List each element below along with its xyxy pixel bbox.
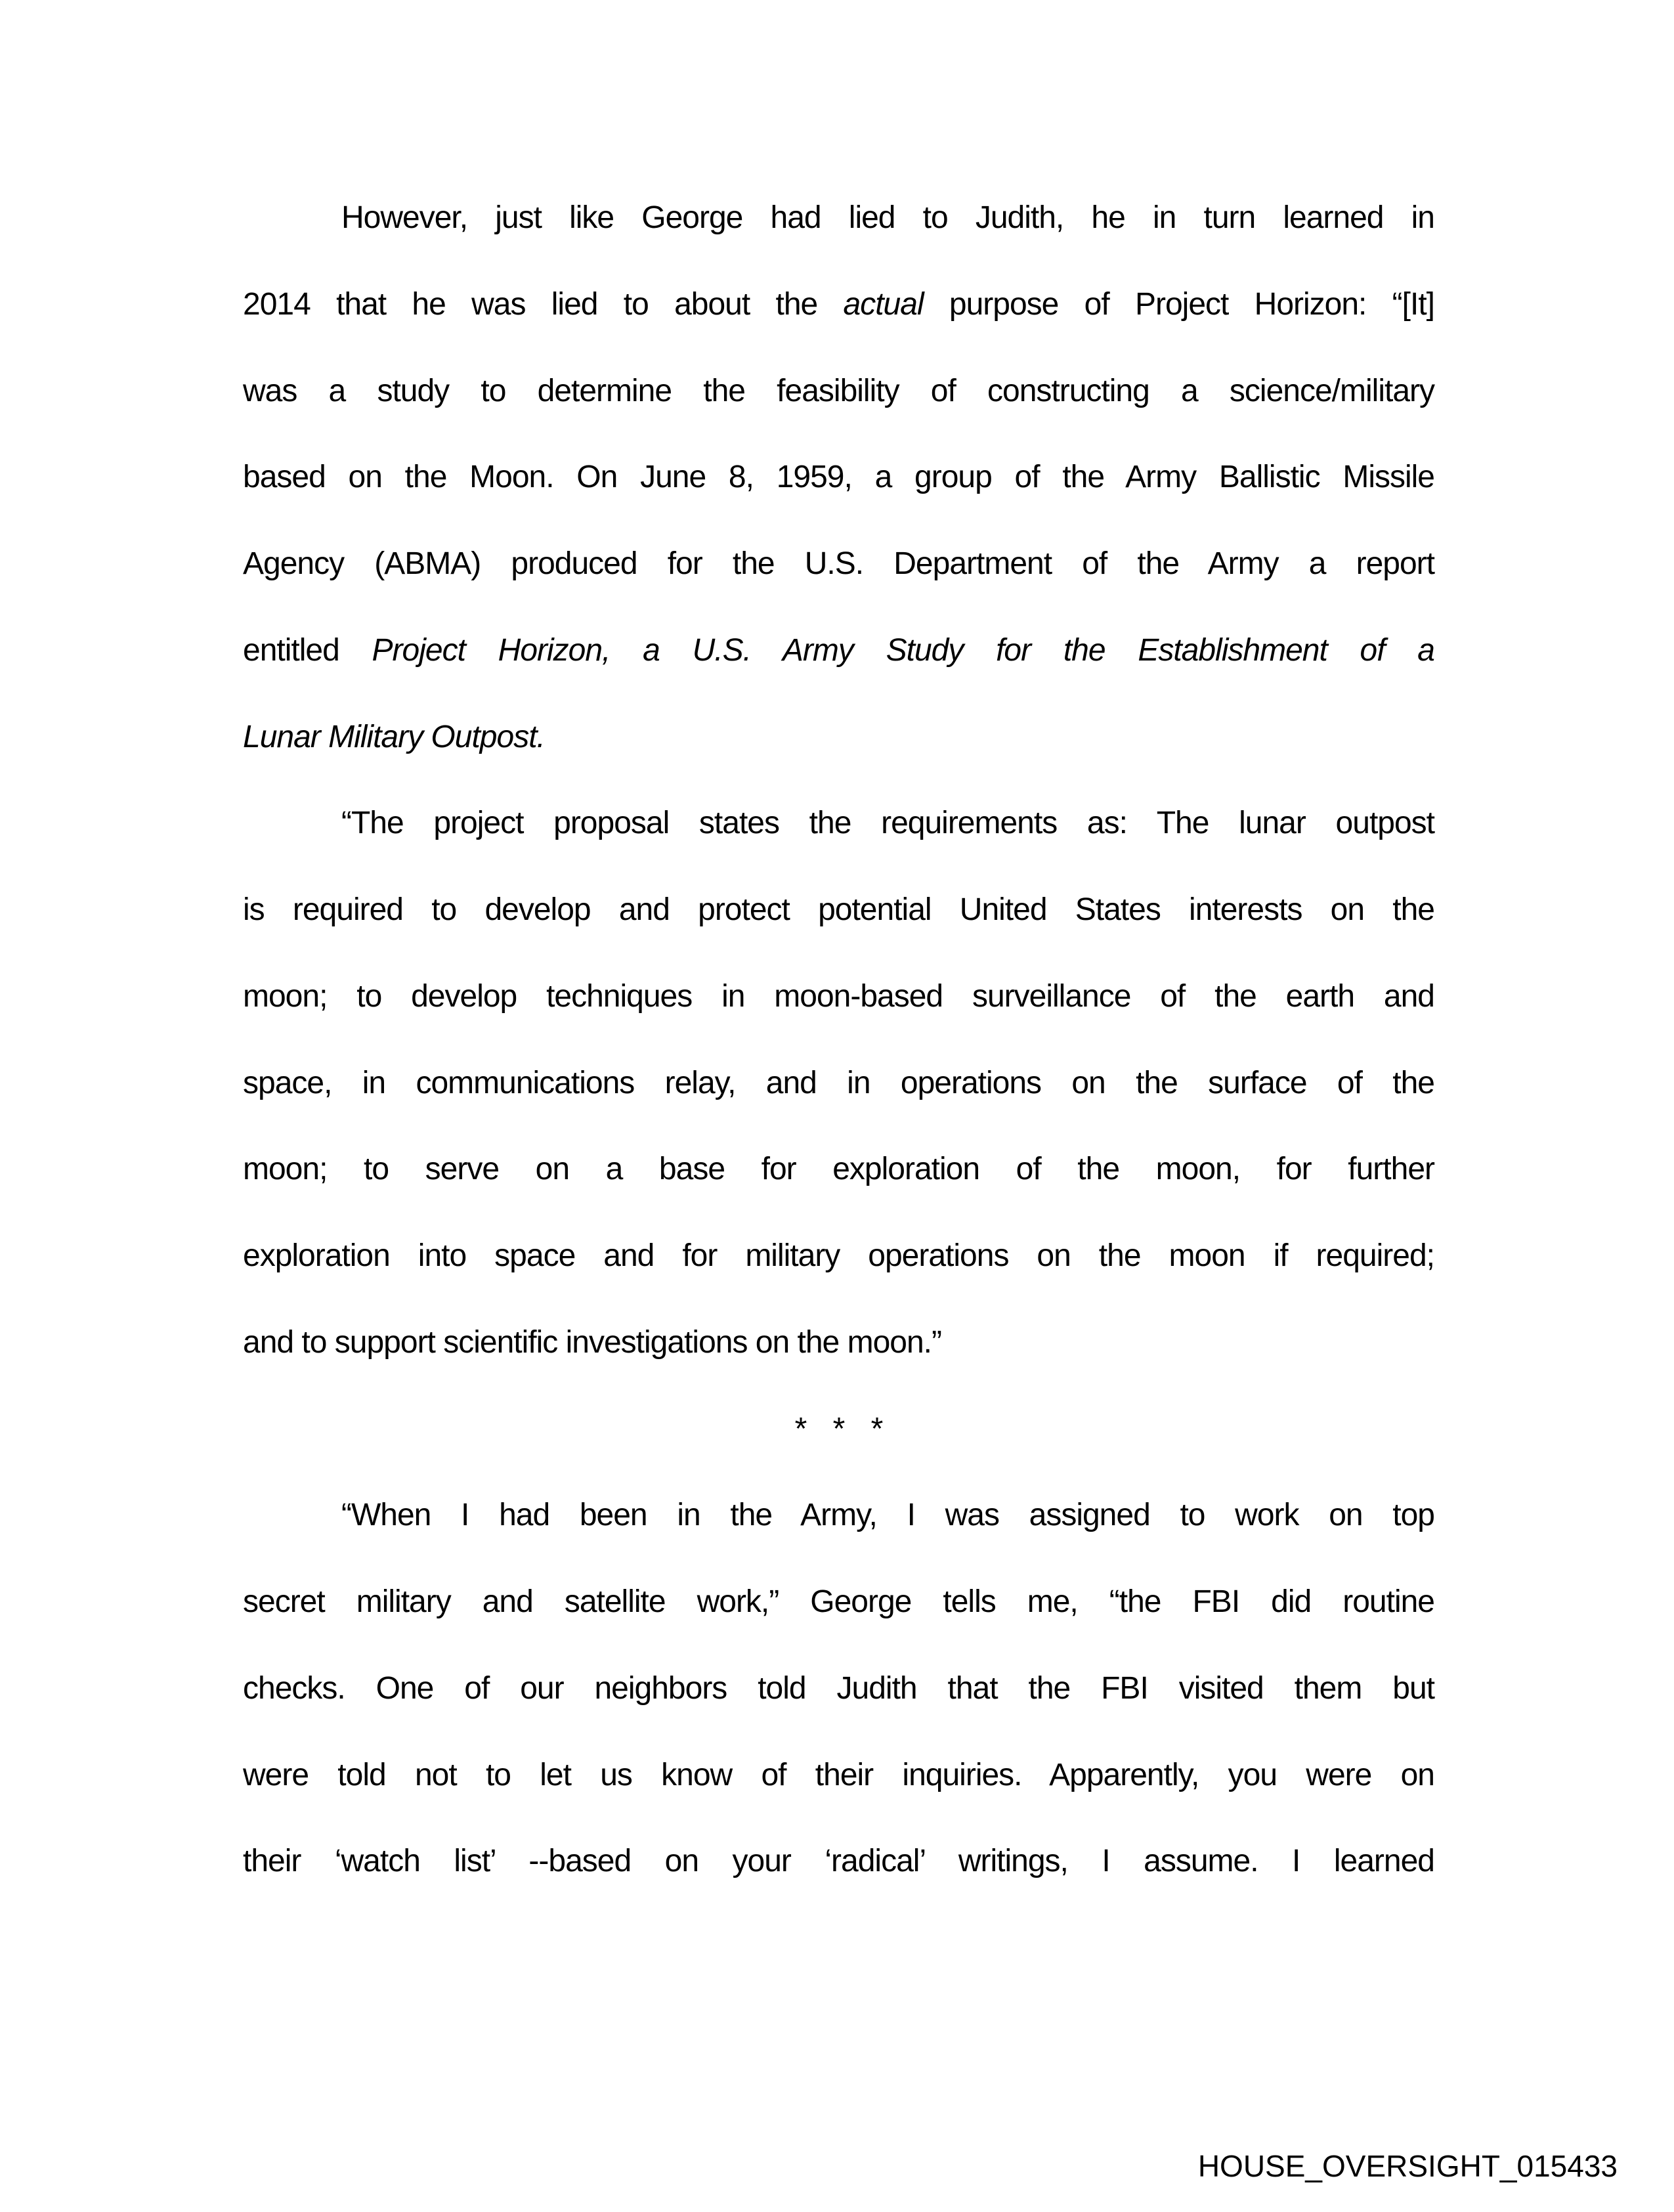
text-segment: Agency (ABMA) produced for the U.S. Department of the Army a report [243,546,1434,581]
text-line [243,348,1434,435]
text-line [243,521,1434,607]
text-line [243,780,1434,867]
text-line [243,1040,1434,1127]
text-line [243,953,1434,1040]
text-line [243,867,1434,953]
text-line [243,261,1434,348]
italic-text-segment: Project Horizon, a U.S. Army Study for the Establishment of a [372,632,1435,668]
text-line [243,175,1434,261]
text-line [243,1472,1434,1559]
text-line [243,607,1434,694]
text-segment: However, just like George had lied to Judith, he in turn learned in [341,200,1434,235]
text-line [243,1126,1434,1213]
bates-number: HOUSE_OVERSIGHT_015433 [1197,2149,1618,2183]
text-segment: entitled [243,632,372,668]
text-segment: moon; to develop techniques in moon-based surveillance of the earth and [243,978,1434,1014]
text-segment: and to support scientific investigations on the moon.” [243,1324,941,1360]
text-block [243,175,1434,1905]
text-segment: moon; to serve on a base for exploration of the moon, for further [243,1152,1434,1187]
text-line [243,1645,1434,1732]
text-line [243,1818,1434,1905]
text-line [243,694,1434,781]
text-segment: were told not to let us know of their inquiries. Apparently, you were on [243,1757,1434,1792]
italic-text-segment: actual [843,286,924,322]
text-segment: exploration into space and for military operations on the moon if required; [243,1238,1434,1273]
text-segment: checks. One of our neighbors told Judith that the FBI visited them but [243,1670,1434,1706]
text-segment: 2014 that he was lied to about the [243,286,844,322]
text-line [243,434,1434,521]
text-segment: secret military and satellite work,” George tells me, “the FBI did routine [243,1584,1434,1619]
text-segment: is required to develop and protect potential United States interests on the [243,892,1434,927]
text-line [243,1559,1434,1645]
text-segment: “The project proposal states the requirements as: The lunar outpost [341,806,1434,841]
text-line [243,1213,1434,1299]
text-segment: “When I had been in the Army, I was assigned to work on top [341,1498,1434,1533]
text-segment: * * * [794,1411,883,1446]
italic-text-segment: Lunar Military Outpost. [243,719,545,754]
text-segment: based on the Moon. On June 8, 1959, a group of the Army Ballistic Missile [243,460,1434,495]
text-segment: purpose of Project Horizon: “[It] [923,286,1435,322]
text-segment: was a study to determine the feasibility of constructing a science/military [243,373,1434,408]
text-line [243,1299,1434,1386]
text-segment: their ‘watch list’ --based on your ‘radical’ writings, I assume. I learned [243,1844,1434,1879]
text-line [243,1732,1434,1819]
text-line [243,1386,1434,1473]
text-segment: space, in communications relay, and in operations on the surface of the [243,1065,1434,1100]
